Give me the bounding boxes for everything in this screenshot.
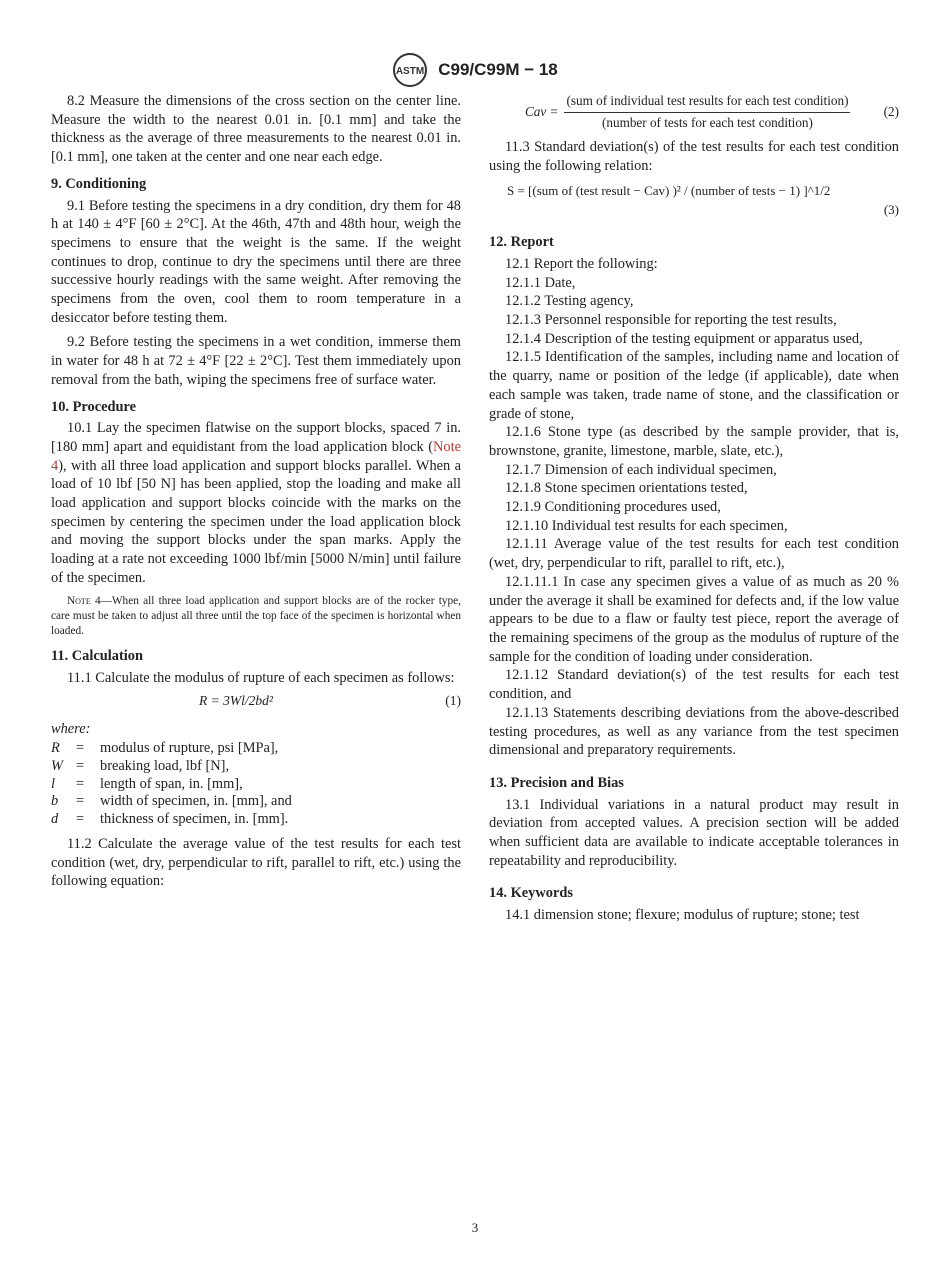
paragraph-11-2: 11.2 Calculate the average value of the test results for each test condition (wet, dry, perpendicular to rift, parallel to rift, etc.) using the following equation: [51,835,461,890]
variable-definitions [51,740,292,829]
report-item: 12.1.2 Testing agency, [505,293,634,310]
variable-desc: width of specimen, in. [mm], and [100,793,292,810]
paragraph-10-1: 10.1 Lay the specimen flatwise on the support blocks, spaced 7 in. [180 mm] apart and equidistant from the load application block (Note 4), with all three load application and support blocks parallel. When a load of 10 lbf [50 N] has been applied, stop the loading and make all load application and support blocks coincide with the marks on the specimen by centering the specimen under the load application block and moving the support blocks under the span marks. Apply the loading at a rate not exceeding 1000 lbf/min [5000 N/min] until failure of the specimen. [51,420,461,586]
report-item: 12.1.1 Date, [505,274,576,291]
note-4-link[interactable]: Note 4 [51,438,461,474]
astm-logo-icon [392,52,428,88]
section-9-heading: 9. Conditioning [51,175,147,192]
paragraph-11-3: 11.3 Standard deviation(s) of the test results for each test condition using the following relation: [489,139,899,175]
paragraph-14-1: 14.1 dimension stone; flexure; modulus of rupture; stone; test [505,907,860,924]
equation-2 [489,92,899,132]
equation-3-number: (3) [883,201,899,217]
variable-eq: = [76,811,85,828]
variable-eq: = [76,740,85,757]
variable-desc: modulus of rupture, psi [MPa], [100,740,279,757]
equation-3-body: S = [(sum of (test result − Cav) )² / (number of tests − 1) ]^1/2 [507,182,831,198]
section-13-heading: 13. Precision and Bias [489,774,624,791]
paragraph-11-1: 11.1 Calculate the modulus of rupture of each specimen as follows: [67,669,455,686]
report-item: 12.1.7 Dimension of each individual specimen, [505,461,777,478]
page-header [0,52,950,88]
equation-1-number: (1) [445,692,461,708]
report-item: 12.1.9 Conditioning procedures used, [505,499,721,516]
variable-sym: W [51,758,63,774]
variable-row [51,740,292,758]
paragraph-8-2: 8.2 Measure the dimensions of the cross section on the center line. Measure the width to the nearest 0.01 in. [0.1 mm] and take the thickness as the average of three measurements to the nearest 0.01 in. [0.1 mm], one taken at the center and one near each edge. [51,93,461,166]
note-4: Note 4—When all three load application and support blocks are of the rocker type, care must be taken to adjust all three until the top face of the specimen is horizontal when loaded. [51,594,461,637]
report-item: 12.1.10 Individual test results for each specimen, [505,517,788,534]
variable-row [51,811,292,829]
variable-sym: l [51,775,55,792]
document-designation: C99/C99M − 18 [438,60,558,79]
report-item: 12.1.6 Stone type (as described by the sample provider, that is, brownstone, granite, limestone, marble, slate, etc.), [489,424,899,459]
variable-row [51,793,292,811]
equation-1 [51,688,461,714]
variable-eq: = [76,758,85,774]
variable-sym: d [51,811,59,828]
variable-desc: thickness of specimen, in. [mm]. [100,811,289,828]
report-item: 12.1.4 Description of the testing equipment or apparatus used, [505,330,863,347]
equation-2-denominator: (number of tests for each test condition) [601,114,813,130]
report-item: 12.1.12 Standard deviation(s) of the test results for each test condition, and [489,667,899,703]
variable-sym: b [51,793,59,810]
paragraph-9-2: 9.2 Before testing the specimens in a wet condition, immerse them in water for 48 h at 72 ± 4°F [22 ± 2°C]. Test them immediately upon removal from the bath, wiping the specimens free of surface water. [51,334,461,388]
equation-2-number: (2) [883,103,899,119]
report-items [489,255,899,760]
left-column [51,92,461,891]
paragraph-13-1: 13.1 Individual variations in a natural product may result in deviation from accepted values. A precision section will be added when sufficient data are available to indicate acceptable tolerances in repeatability and reproducibility. [489,796,899,869]
logo-text: ASTM [396,66,425,77]
equation-2-lhs: Cav = [525,103,559,119]
section-10-heading: 10. Procedure [51,398,136,415]
report-item: 12.1.11 Average value of the test results for each test condition (wet, dry, perpendicular to rift, parallel to rift, etc.), [489,536,899,572]
right-column [489,92,899,925]
equation-2-numerator: (sum of individual test results for each test condition) [564,92,850,113]
report-item: 12.1.5 Identification of the samples, including name and location of the quarry, name or position of the ledge (if applicable), date when each sample was taken, trade name of stone, and the classification or grade of stone, [489,349,899,422]
variable-row [51,776,292,794]
section-12-heading: 12. Report [489,234,554,251]
where-label: where: [51,720,91,737]
paragraph-9-1: 9.1 Before testing the specimens in a dry condition, dry them for 48 h at 140 ± 4°F [60 ± 2°C]. At the 46th, 47th and 48th hour, weigh the specimens to ensure that the weight is the same. If the weight continues to drop, continue to dry the specimens until there are three successive hourly readings with the same weight. After removing the specimens from the oven, cool them to room temperature in a desiccator before testing them. [51,197,461,326]
variable-sym: R [51,740,60,757]
section-14-heading: 14. Keywords [489,885,573,902]
variable-eq: = [76,775,85,792]
equation-3 [489,182,899,219]
variable-desc: length of span, in. [mm], [100,775,243,792]
report-item: 12.1.8 Stone specimen orientations tested, [505,480,748,497]
section-11-heading: 11. Calculation [51,648,143,665]
variable-desc: breaking load, lbf [N], [100,758,230,774]
report-item: 12.1 Report the following: [505,255,658,272]
report-item: 12.1.3 Personnel responsible for reporting the test results, [505,312,837,329]
equation-1-body: R = 3Wl/2bd² [199,692,273,708]
report-item: 12.1.13 Statements describing deviations from the above-described testing procedures, as well as any variance from the test specimen dimensional and preparatory requirements. [489,704,899,759]
variable-row [51,758,292,776]
page-number: 3 [471,1220,479,1235]
report-item: 12.1.11.1 In case any specimen gives a value of as much as 20 % under the average it shall be examined for defects and, if the low value appears to be due to a flaw or faulty test piece, report the average of the remaining specimens of the group as the modulus of rupture of the sample for the condition of loading under consideration. [489,573,899,665]
variable-eq: = [76,793,85,810]
